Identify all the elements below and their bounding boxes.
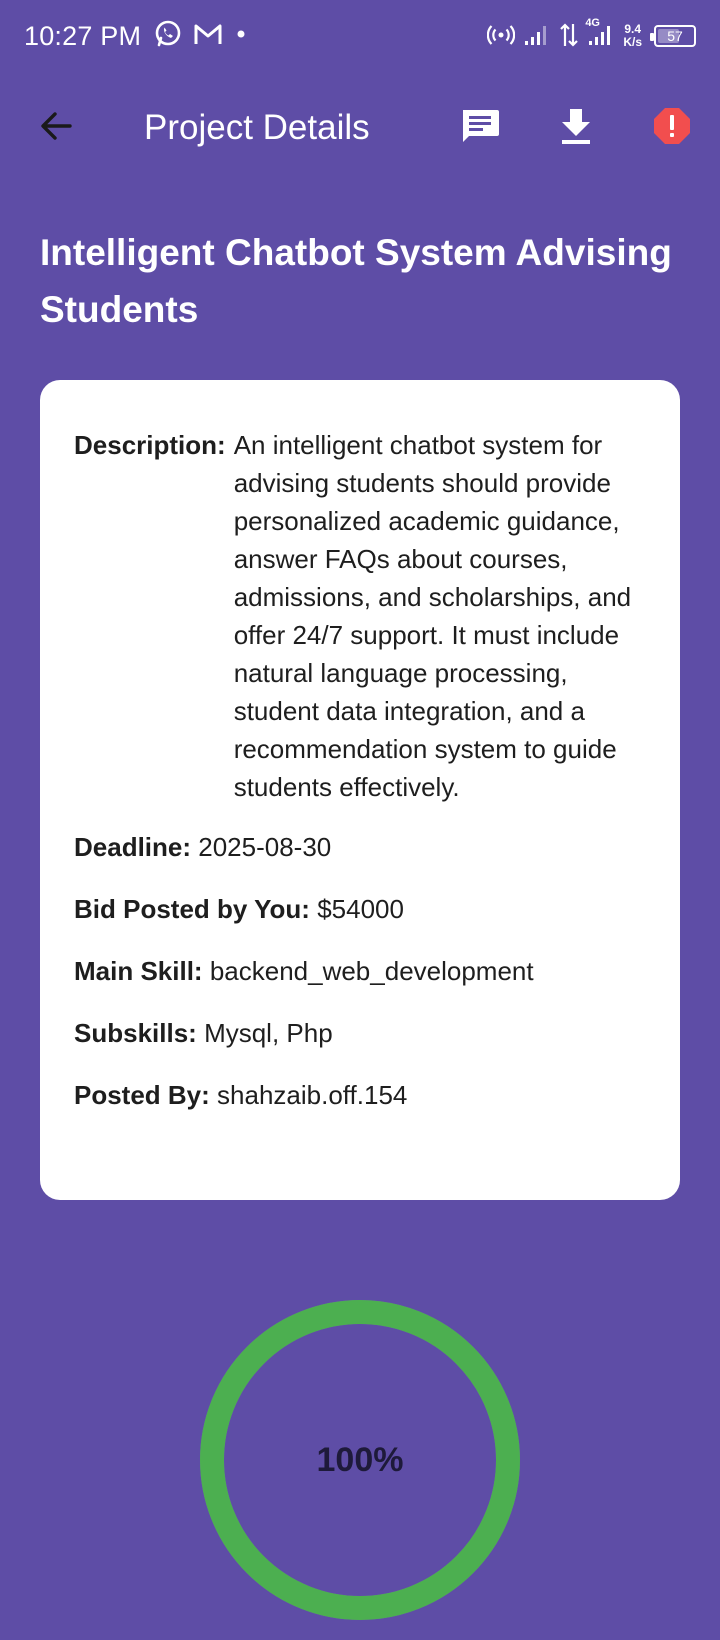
network-speed-value: 9.4 [624,22,641,36]
subskills-row [74,1014,646,1052]
subskills-label: Subskills: [74,1018,197,1048]
battery-level: 57 [667,28,683,44]
bid-value: $54000 [317,894,404,924]
system-indicators [487,16,696,51]
bid-label: Bid Posted by You: [74,894,310,924]
more-notifications-dot-icon [233,26,249,47]
download-button[interactable] [548,100,604,156]
network-speed [623,23,642,49]
description-value: An intelligent chatbot system for advising students should provide personalized academic guidance, answer FAQs about courses, admissions, and scholarships, and offer 24/7 support. It must include natural language processing, student data integration, and a recommendation system to guide students effectively. [233,430,632,802]
app-bar-title: Project Details [144,108,370,147]
notification-icons [153,19,249,54]
main-skill-label: Main Skill: [74,956,203,986]
report-button[interactable] [644,100,700,156]
main-skill-value: backend_web_development [209,956,534,986]
network-speed-unit: K/s [623,35,642,49]
description-row [74,426,646,806]
battery-icon [654,25,696,47]
progress-indicator [200,1300,520,1620]
deadline-value: 2025-08-30 [198,832,332,862]
deadline-row [74,828,646,866]
main-skill-row [74,952,646,990]
report-icon [652,106,692,151]
back-button[interactable] [32,104,80,152]
status-time: 10:27 PM [24,20,142,51]
posted-by-row [74,1076,646,1114]
hotspot-icon [487,23,515,50]
posted-by-value: shahzaib.off.154 [217,1080,408,1110]
status-bar [0,0,720,72]
signal-icon-sim1 [523,23,551,50]
network-type-label: 4G [585,16,600,29]
description-label: Description: [74,430,226,460]
data-transfer-icon [559,22,579,51]
app-bar [0,90,720,166]
download-icon [558,106,594,151]
subskills-value: Mysql, Php [204,1018,333,1048]
posted-by-label: Posted By: [74,1080,210,1110]
whatsapp-icon [153,19,183,54]
back-arrow-icon [38,108,74,149]
gmail-icon [193,21,223,52]
chat-icon [459,105,501,152]
signal-icon-sim2 [585,16,615,50]
progress-percentage: 100% [316,1440,404,1479]
project-details-card [40,380,680,1200]
chat-button[interactable] [452,100,508,156]
bid-row [74,890,646,928]
deadline-label: Deadline: [74,832,192,862]
project-title: Intelligent Chatbot System Advising Students [40,232,672,330]
